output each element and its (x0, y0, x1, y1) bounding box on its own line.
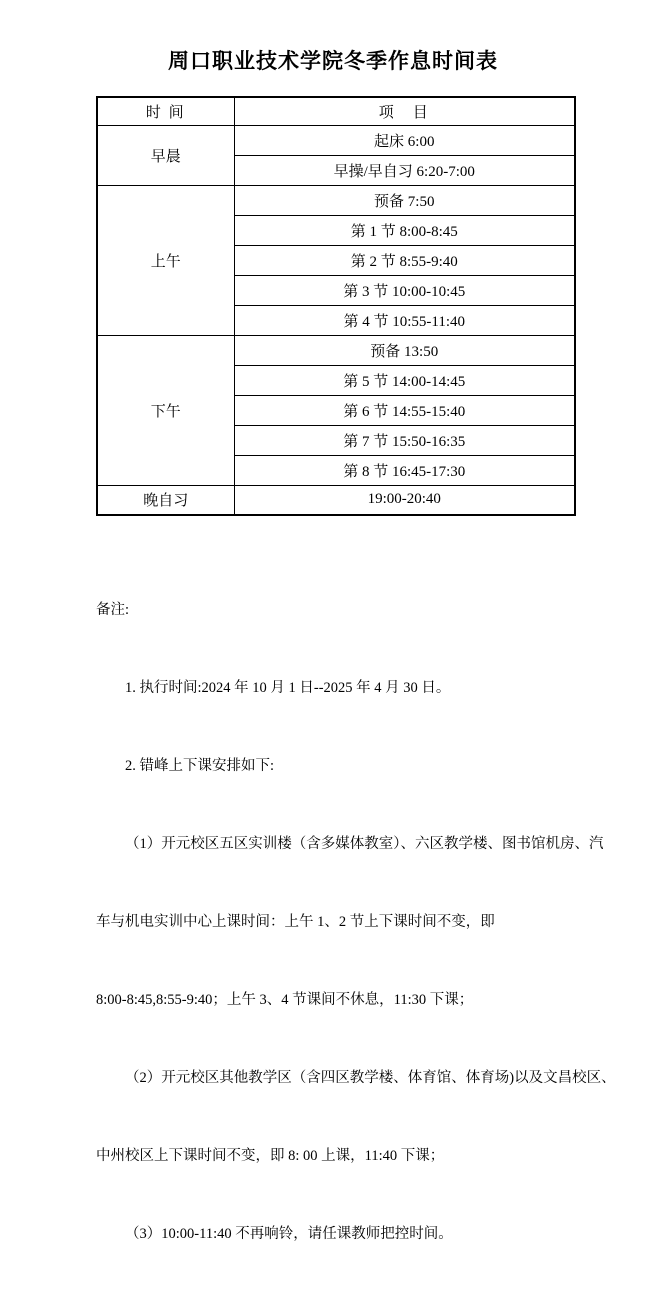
schedule-item: 第 6 节 14:55-15:40 (234, 395, 575, 425)
note-line: （3）10:00-11:40 不再响铃，请任课教师把控时间。 (125, 1226, 453, 1242)
note-line: 1. 执行时间:2024 年 10 月 1 日--2025 年 4 月 30 日。 (125, 680, 451, 696)
table-row (97, 485, 575, 515)
schedule-item: 第 4 节 10:55-11:40 (234, 305, 575, 335)
schedule-item: 第 3 节 10:00-10:45 (234, 275, 575, 305)
table-row (97, 335, 575, 365)
table-row (97, 185, 575, 215)
note-line: （2）开元校区其他教学区（含四区教学楼、体育馆、体育场)以及文昌校区、 (125, 1070, 616, 1086)
period-cell-forenoon: 上午 (97, 185, 234, 335)
schedule-item: 第 5 节 14:00-14:45 (234, 365, 575, 395)
table-header-row (97, 97, 575, 125)
notes-label: 备注: (96, 602, 130, 618)
note-line: 8:00-8:45,8:55-9:40；上午 3、4 节课间不休息，11:30 下课； (96, 992, 474, 1008)
table-header-item: 项 目 (234, 97, 575, 125)
schedule-table (96, 96, 576, 516)
note-line: 2. 错峰上下课安排如下: (125, 758, 275, 774)
table-row (97, 125, 575, 155)
note-line: 中州校区上下课时间不变，即 8: 00 上课，11:40 下课； (96, 1148, 445, 1164)
note-line: （1）开元校区五区实训楼（含多媒体教室）、六区教学楼、图书馆机房、汽 (125, 836, 604, 852)
schedule-item: 第 7 节 15:50-16:35 (234, 425, 575, 455)
schedule-item: 早操/早自习 6:20-7:00 (234, 155, 575, 185)
schedule-item: 第 8 节 16:45-17:30 (234, 455, 575, 485)
schedule-item: 第 1 节 8:00-8:45 (234, 215, 575, 245)
notes-section (96, 545, 616, 1299)
document-title: 周口职业技术学院冬季作息时间表 (168, 49, 498, 73)
table-header-time: 时 间 (97, 97, 234, 125)
period-cell-afternoon: 下午 (97, 335, 234, 485)
schedule-item: 第 2 节 8:55-9:40 (234, 245, 575, 275)
period-cell-evening-study: 晚自习 (97, 485, 234, 515)
schedule-item: 19:00-20:40 (234, 485, 575, 515)
period-cell-morning: 早晨 (97, 125, 234, 185)
note-line: 车与机电实训中心上课时间：上午 1、2 节上下课时间不变，即 (96, 914, 495, 930)
schedule-item: 预备 13:50 (234, 335, 575, 365)
schedule-item: 预备 7:50 (234, 185, 575, 215)
schedule-item: 起床 6:00 (234, 125, 575, 155)
